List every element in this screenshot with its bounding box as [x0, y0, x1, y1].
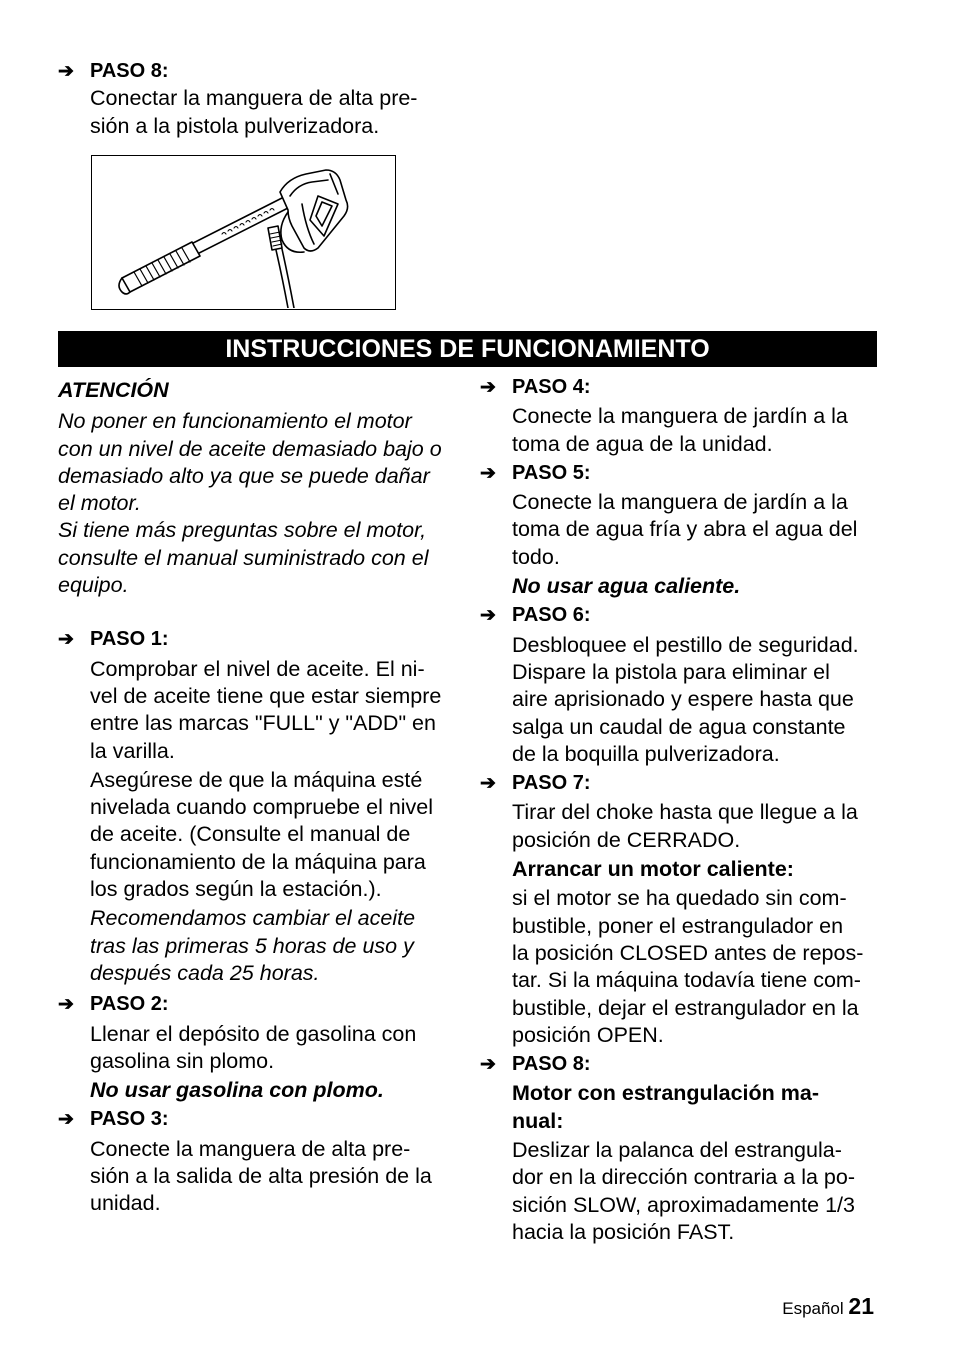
step-text-line: Conecte la manguera de jardín a la [512, 404, 848, 429]
step-label: PASO 7: [512, 772, 591, 795]
step-text-line: aire aprisionado y espere hasta que [512, 687, 854, 712]
step-text-line: la posición CLOSED antes de repos- [512, 940, 864, 965]
arrow-icon: ➔ [480, 462, 496, 484]
spray-gun-icon [92, 156, 394, 308]
step-text-line: Asegúrese de que la máquina esté [90, 767, 423, 792]
step-paso-7 [480, 770, 880, 1049]
step-label: PASO 1: [90, 628, 169, 651]
arrow-icon: ➔ [58, 1109, 74, 1131]
attention-line: el motor. [58, 491, 141, 516]
step-paso-6 [480, 602, 880, 768]
step-label: PASO 8: [90, 60, 169, 82]
step-paso-8 [480, 1051, 880, 1246]
attention-line: demasiado alto ya que se puede dañar [58, 463, 430, 488]
step-text-line: vel de aceite tiene que estar siempre [90, 683, 442, 708]
arrow-icon: ➔ [480, 377, 496, 398]
step-text-line: tar. Si la máquina todavía tiene com- [512, 968, 861, 993]
attention-line: con un nivel de aceite demasiado bajo o [58, 436, 442, 461]
attention-line: consulte el manual suministrado con el [58, 545, 429, 570]
step-text-line: unidad. [90, 1191, 161, 1216]
step-text-line: Desbloquee el pestillo de seguridad. [512, 632, 859, 657]
step-text-line: Deslizar la palanca del estrangula- [512, 1138, 842, 1163]
step-text-line: sión a la salida de alta presión de la [90, 1164, 432, 1189]
step-text-line: todo. [512, 544, 560, 569]
step-text-line: toma de agua fría y abra el agua del [512, 517, 858, 542]
step-text-line: bustible, dejar el estrangulador en la [512, 995, 859, 1020]
arrow-icon: ➔ [58, 994, 74, 1016]
arrow-icon: ➔ [58, 629, 74, 651]
attention-line: equipo. [58, 573, 129, 598]
arrow-icon: ➔ [58, 61, 74, 82]
step-label: PASO 6: [512, 604, 591, 627]
arrow-icon: ➔ [480, 1054, 496, 1076]
step-text-line: posición de CERRADO. [512, 827, 741, 852]
page-footer [782, 1293, 874, 1322]
attention-line: No poner en funcionamiento el motor [58, 409, 412, 434]
step-text-line: hacia la posición FAST. [512, 1219, 735, 1244]
step-label: PASO 4: [512, 376, 591, 398]
step-note-line: después cada 25 horas. [90, 960, 320, 985]
step-paso-1 [58, 626, 458, 987]
step-text-line: sión a la pistola pulverizadora. [90, 113, 380, 138]
step-text-line: de aceite. (Consulte el manual de [90, 822, 411, 847]
section-banner: INSTRUCCIONES DE FUNCIONAMIENTO [58, 331, 877, 367]
step-paso-2 [58, 991, 458, 1104]
step-text-line: dor en la dirección contraria a la po- [512, 1165, 855, 1190]
footer-language: Español [782, 1299, 844, 1318]
step-text-line: los grados según la estación.). [90, 877, 382, 902]
step-text-line: Conectar la manguera de alta pre- [90, 86, 418, 111]
step-note-line: tras las primeras 5 horas de uso y [90, 933, 414, 958]
page-number: 21 [848, 1293, 874, 1319]
step-text-line: Llenar el depósito de gasolina con [90, 1021, 417, 1046]
left-column [58, 377, 458, 1218]
attention-title: ATENCIÓN [58, 378, 169, 402]
step-note-line: Recomendamos cambiar el aceite [90, 906, 416, 931]
step-label: PASO 5: [512, 461, 591, 484]
attention-line: Si tiene más preguntas sobre el motor, [58, 518, 427, 543]
step-text-line: Dispare la pistola para eliminar el [512, 659, 830, 684]
spray-gun-illustration [91, 155, 396, 310]
step-text-line: Conecte la manguera de jardín a la [512, 490, 848, 515]
step-text-line: si el motor se ha quedado sin com- [512, 886, 847, 911]
right-column [480, 374, 880, 1246]
step-subheading: nual: [512, 1108, 564, 1133]
step-warning: No usar gasolina con plomo. [90, 1078, 384, 1103]
attention-block [58, 377, 458, 599]
step-text-line: posición OPEN. [512, 1022, 664, 1047]
step-text-line: gasolina sin plomo. [90, 1048, 275, 1073]
step-text-line: entre las marcas "FULL" y "ADD" en [90, 711, 436, 736]
step-text-line: toma de agua de la unidad. [512, 431, 773, 456]
step-text-line: salga un caudal de agua constante [512, 714, 846, 739]
step-text-line: funcionamiento de la máquina para [90, 849, 426, 874]
step-paso-5 [480, 460, 880, 600]
step-text-line: Conecte la manguera de alta pre- [90, 1136, 411, 1161]
step-label: PASO 8: [512, 1053, 591, 1076]
step-text-line: de la boquilla pulverizadora. [512, 741, 780, 766]
step-label: PASO 3: [90, 1108, 169, 1131]
step-paso-4 [480, 374, 880, 458]
step-text-line: Tirar del choke hasta que llegue a la [512, 800, 858, 825]
top-step-paso-8 [58, 58, 458, 140]
arrow-icon: ➔ [480, 773, 496, 795]
step-text-line: Comprobar el nivel de aceite. El ni- [90, 656, 425, 681]
step-warning: No usar agua caliente. [512, 574, 741, 599]
step-label: PASO 2: [90, 993, 169, 1016]
step-subheading: Arrancar un motor caliente: [512, 857, 794, 882]
step-paso-3 [58, 1106, 458, 1217]
step-text-line: bustible, poner el estrangulador en [512, 913, 844, 938]
step-text-line: nivelada cuando compruebe el nivel [90, 795, 434, 820]
step-text-line: la varilla. [90, 738, 175, 763]
step-subheading: Motor con estrangulación ma- [512, 1081, 820, 1106]
arrow-icon: ➔ [480, 605, 496, 627]
step-text-line: sición SLOW, aproximadamente 1/3 [512, 1192, 855, 1217]
